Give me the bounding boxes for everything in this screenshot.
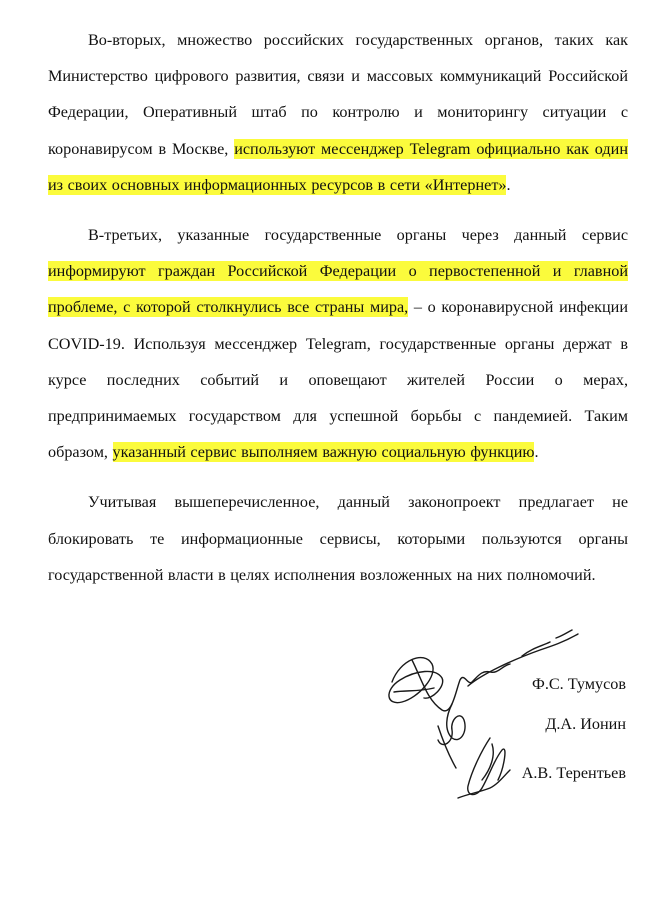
signature-stroke xyxy=(389,658,443,703)
paragraph-text: Во-вторых, множество российских государственных органов, таких как Министерство цифрового развития, связи и массовых коммуникаций Российской Федерации, Оперативный штаб по контролю и мониторингу ситуации с коронавирусом в Москве, xyxy=(48,31,628,158)
signature-stroke xyxy=(482,744,493,780)
paragraph-conclusion xyxy=(48,484,628,593)
highlighted-text: указанный сервис выполняем важную социальную функцию xyxy=(112,443,535,462)
signature-stroke xyxy=(522,630,572,656)
paragraph-thirdly xyxy=(48,217,628,470)
paragraph-text: – о коронавирусной инфекции COVID-19. Используя мессенджер Telegram, государственные органы держат в курсе последних событий и оповещают жителей России о мерах, предпринимаемых государством для успешной борьбы с пандемией. Таким образом, xyxy=(48,298,628,462)
signatory-name: Д.А. Ионин xyxy=(545,715,626,733)
document-body xyxy=(48,22,628,593)
signature-stroke xyxy=(438,726,456,768)
paragraph-text: В-третьих, указанные государственные органы через данный сервис xyxy=(88,226,628,245)
signature-stroke xyxy=(458,770,510,798)
paragraph-text: Учитывая вышеперечисленное, данный законопроект предлагает не блокировать те информационные сервисы, которыми пользуются органы государственной власти в целях исполнения возложенных на них полномочий. xyxy=(48,493,628,584)
signature-stroke xyxy=(438,704,465,745)
highlighted-text: используют мессенджер Telegram официально как один из своих основных информационных ресурсов в сети «Интернет» xyxy=(48,139,628,194)
signature-stroke xyxy=(394,688,434,692)
signatory-name: А.В. Терентьев xyxy=(521,764,626,782)
paragraph-text: . xyxy=(506,175,511,194)
highlighted-text: информируют граждан Российской Федерации о первостепенной и главной проблеме, с которой столкнулись все страны мира, xyxy=(48,262,628,317)
paragraph-secondly xyxy=(48,22,628,203)
signatory-name: Ф.С. Тумусов xyxy=(532,675,626,693)
signature-stroke xyxy=(468,738,505,795)
paragraph-text: . xyxy=(534,443,539,462)
signature-stroke xyxy=(412,660,510,711)
